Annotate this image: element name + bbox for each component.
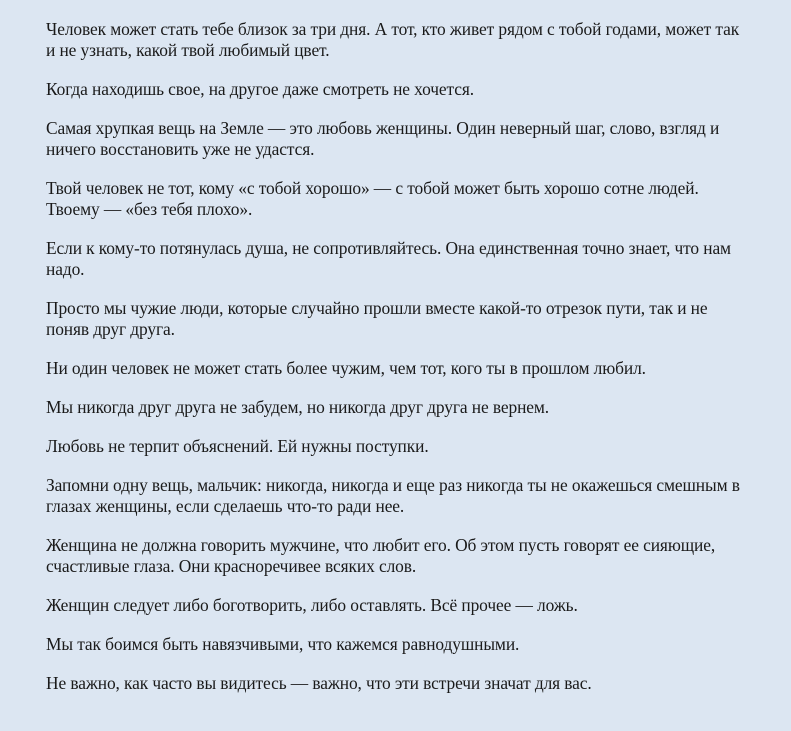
quote-paragraph: Женщин следует либо боготворить, либо оставлять. Всё прочее — ложь. [46,595,578,615]
quote-paragraph: Любовь не терпит объяснений. Ей нужны поступки. [46,436,429,456]
quote-paragraph: Человек может стать тебе близок за три дня. А тот, кто живет рядом с тобой годами, может так и не узнать, какой твой любимый цвет. [46,19,740,60]
quote-paragraph: Запомни одну вещь, мальчик: никогда, никогда и еще раз никогда ты не окажешься смешным в глазах женщины, если сделаешь что-то ради нее. [46,475,740,516]
quote-paragraph: Мы так боимся быть навязчивыми, что кажемся равнодушными. [46,634,520,654]
quote-paragraph: Ни один человек не может стать более чужим, чем тот, кого ты в прошлом любил. [46,358,646,378]
quote-paragraph: Женщина не должна говорить мужчине, что любит его. Об этом пусть говорят ее сияющие, счастливые глаза. Они красноречивее всяких слов. [46,535,716,576]
quote-paragraph: Просто мы чужие люди, которые случайно прошли вместе какой-то отрезок пути, так и не поняв друг друга. [46,298,708,339]
quote-paragraph: Мы никогда друг друга не забудем, но никогда друг друга не вернем. [46,397,550,417]
quote-paragraph: Если к кому-то потянулась душа, не сопротивляйтесь. Она единственная точно знает, что нам надо. [46,238,731,279]
quote-paragraph: Самая хрупкая вещь на Земле — это любовь женщины. Один неверный шаг, слово, взгляд и ничего восстановить уже не удастся. [46,118,720,159]
quote-paragraph: Когда находишь свое, на другое даже смотреть не хочется. [46,79,474,99]
quote-paragraph: Не важно, как часто вы видитесь — важно, что эти встречи значат для вас. [46,673,592,693]
quote-paragraph: Твой человек не тот, кому «с тобой хорошо» — с тобой может быть хорошо сотне людей. Твоему — «без тебя плохо». [46,178,699,219]
